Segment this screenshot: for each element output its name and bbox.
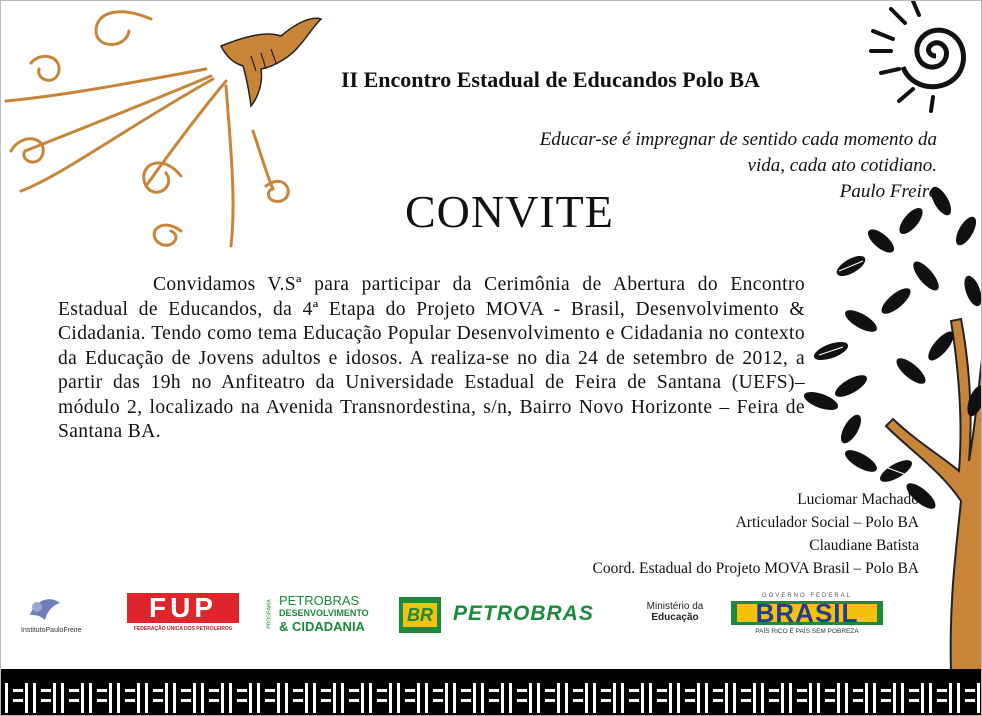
instituto-label: InstitutoPauloFreire	[21, 627, 82, 634]
quote-author: Paulo Freire	[839, 181, 937, 202]
programa-line-2: DESENVOLVIMENTO	[279, 608, 369, 618]
br-badge-text: BR	[403, 603, 437, 627]
body-paragraph: Convidamos V.Sª para participar da Cerimônia de Abertura do Encontro Estadual de Educandos, da 4ª Etapa do Projeto MOVA - Brasil, Desenvolvimento & Cidadania. Tendo como tema Educação Popular Desenvolvimento e Cidadania no contexto da Educação de Jovens adultos e idosos. A realiza-se no dia 24 de setembro de 2012, a partir das 19h no Anfiteatro da Universidade Estadual de Feira de Santana (UEFS)– módulo 2, localizado na Avenida Transnordestina, s/n, Bairro Novo Horizonte – Feira de Santana BA.	[58, 274, 805, 442]
fup-wordmark: FUP	[127, 593, 239, 623]
brasil-wordmark: BRASIL	[755, 598, 859, 628]
br-badge	[399, 597, 441, 633]
signature-line-1: Luciomar Machado	[797, 491, 919, 508]
petrobras-logo	[399, 597, 614, 633]
instituto-paulo-freire-logo	[21, 595, 101, 639]
signature-block	[592, 488, 919, 580]
invitation-heading: CONVITE	[405, 186, 614, 237]
fup-logo	[127, 593, 239, 637]
quote-line-2: vida, cada ato cotidiano.	[747, 155, 937, 176]
signature-line-2: Articulador Social – Polo BA	[735, 514, 919, 531]
event-title: II Encontro Estadual de Educandos Polo BA	[341, 67, 760, 92]
programa-line-1: PETROBRAS	[279, 593, 360, 608]
sponsor-logos	[1, 591, 982, 641]
programa-side-label: PROGRAMA	[266, 599, 273, 629]
governo-label: GOVERNO FEDERAL	[761, 593, 852, 599]
governo-brasil-logo	[731, 593, 883, 637]
signature-line-3: Claudiane Batista	[809, 537, 919, 554]
petrobras-wordmark: PETROBRAS	[453, 602, 594, 625]
programa-line-3: & CIDADANIA	[279, 619, 365, 634]
fup-subtitle: FEDERAÇÃO ÚNICA DOS PETROLEIROS	[133, 626, 233, 632]
brasil-tagline: PAÍS RICO É PAÍS SEM POBREZA	[755, 628, 859, 635]
ministerio-line-2: Educação	[651, 612, 699, 623]
invitation-body	[58, 273, 805, 445]
signature-line-4: Coord. Estadual do Projeto MOVA Brasil – Polo BA	[592, 560, 919, 577]
sun-illustration	[861, 1, 982, 131]
decorative-border-strip	[1, 669, 982, 716]
bird-swirl-illustration	[1, 1, 331, 251]
ministerio-educacao-logo	[639, 601, 711, 631]
ministerio-line-1: Ministério da	[646, 601, 704, 612]
programa-petrobras-logo	[266, 593, 369, 637]
quote-line-1: Educar-se é impregnar de sentido cada momento da	[539, 129, 937, 150]
